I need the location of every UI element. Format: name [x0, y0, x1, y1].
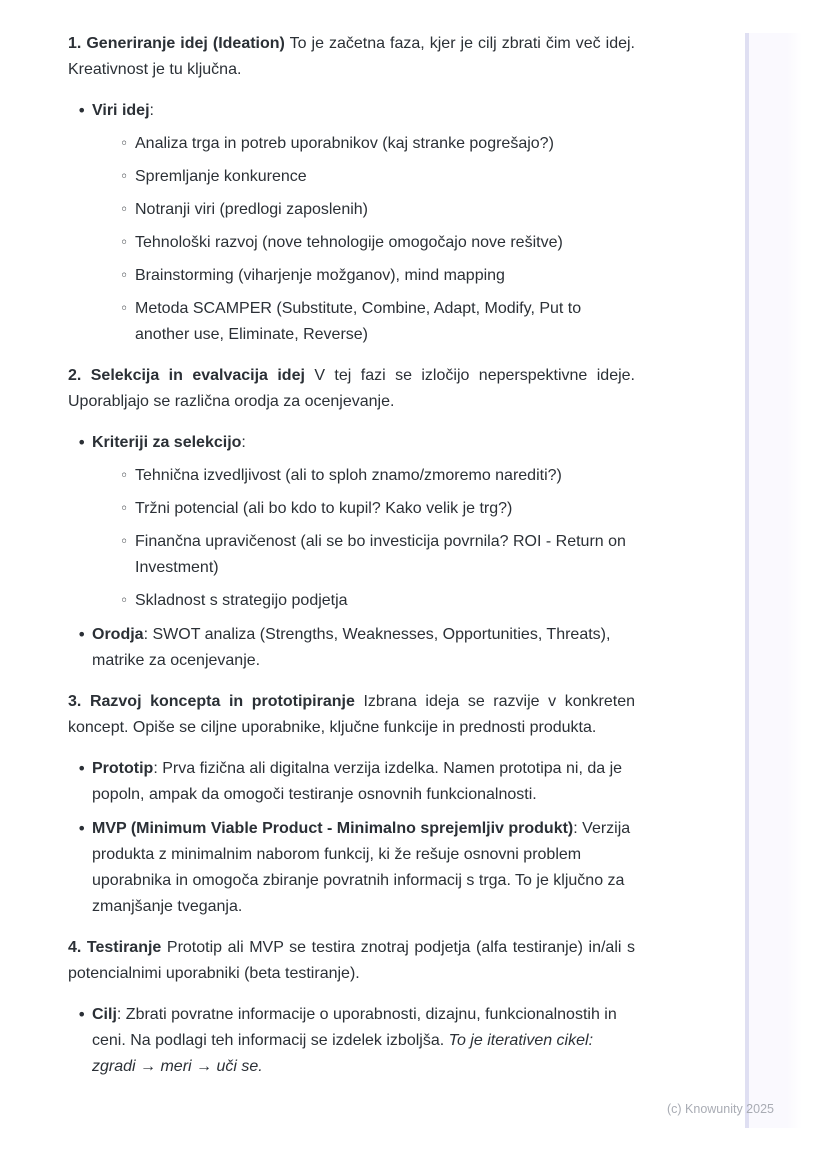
section-lead-text: Izbrana ideja se razvije v konkreten koncept. Opiše se ciljne uporabnike, ključne funkcije in prednosti produkta.: [68, 693, 635, 736]
section-lead-paragraph: [68, 689, 635, 741]
list-item-text: Prva fizična ali digitalna verzija izdelka. Namen prototipa ni, da je popoln, ampak da omogoči testiranje osnovnih funkcionalnosti.: [92, 760, 623, 803]
list-item: [68, 816, 635, 920]
list-item: ◦ Metoda SCAMPER (Substitute, Combine, Adapt, Modify, Put to another use, Eliminate, Reverse): [92, 296, 635, 348]
list-item: [68, 430, 635, 614]
list-item: ◦ Spremljanje konkurence: [92, 164, 635, 190]
section-heading: 3. Razvoj koncepta in prototipiranje: [68, 693, 355, 710]
list-item-label: Viri idej: [92, 102, 150, 119]
section-lead-paragraph: [68, 363, 635, 415]
page-edge-strip: [745, 33, 802, 1128]
list-item: ◦ Tržni potencial (ali bo kdo to kupil? Kako velik je trg?): [92, 496, 635, 522]
sub-bullet-list: [92, 131, 635, 348]
section-lead-paragraph: [68, 31, 635, 83]
list-item-label: Kriteriji za selekcijo: [92, 434, 242, 451]
bullet-list: [68, 1002, 635, 1080]
section-lead-paragraph: [68, 935, 635, 987]
bullet-list: [68, 98, 635, 348]
bullet-list: [68, 756, 635, 920]
list-item: ◦ Notranji viri (predlogi zaposlenih): [92, 197, 635, 223]
section-lead-text: To je začetna faza, kjer je cilj zbrati čim več idej. Kreativnost je tu ključna.: [68, 35, 635, 78]
list-item-label: Cilj: [92, 1006, 117, 1023]
list-item: ◦ Skladnost s strategijo podjetja: [92, 588, 635, 614]
list-item-separator: :: [153, 760, 158, 777]
document-body: [68, 31, 635, 1095]
list-item-text: SWOT analiza (Strengths, Weaknesses, Opportunities, Threats), matrike za ocenjevanje.: [92, 626, 611, 669]
bullet-list: [68, 430, 635, 674]
list-item: ◦ Analiza trga in potreb uporabnikov (kaj stranke pogrešajo?): [92, 131, 635, 157]
list-item: ◦ Tehnološki razvoj (nove tehnologije omogočajo nove rešitve): [92, 230, 635, 256]
list-item-text: Zbrati povratne informacije o uporabnosti, dizajnu, funkcionalnostih in ceni. Na podlagi teh informacij se izdelek izboljša.: [92, 1006, 617, 1049]
section-lead-text: V tej fazi se izločijo neperspektivne ideje. Uporabljajo se različna orodja za ocenjevanje.: [68, 367, 635, 410]
list-item-italic-note: To je iterativen cikel: zgradi → meri → uči se.: [92, 1032, 594, 1075]
copyright-notice: (c) Knowunity 2025: [666, 1102, 774, 1116]
list-item: [68, 1002, 635, 1080]
list-item-separator: :: [116, 1006, 122, 1023]
section-generiranje-idej: [68, 31, 635, 348]
list-item-separator: :: [143, 626, 149, 643]
section-razvoj-koncepta: [68, 689, 635, 920]
list-item: [68, 756, 635, 808]
list-item: ◦ Finančna upravičenost (ali se bo investicija povrnila? ROI - Return on Investment): [92, 529, 635, 581]
list-item-label: Prototip: [92, 760, 154, 777]
section-heading: 2. Selekcija in evalvacija idej: [68, 367, 305, 384]
section-heading: 4. Testiranje: [68, 939, 162, 956]
list-item: ◦ Tehnična izvedljivost (ali to sploh znamo/zmoremo narediti?): [92, 463, 635, 489]
section-selekcija-idej: [68, 363, 635, 674]
list-item-separator: :: [241, 434, 246, 451]
list-item: [68, 622, 635, 674]
sub-bullet-list: [92, 463, 635, 614]
section-heading: 1. Generiranje idej (Ideation): [68, 35, 285, 52]
list-item-separator: :: [149, 102, 154, 119]
list-item-label: Orodja: [92, 626, 144, 643]
list-item-label: MVP (Minimum Viable Product - Minimalno sprejemljiv produkt): [92, 820, 574, 837]
list-item-text: Verzija produkta z minimalnim naborom funkcij, ki že rešuje osnovni problem uporabnika in omogoča zbiranje povratnih informacij s trga. To je ključno za zmanjšanje tveganja.: [92, 820, 631, 915]
list-item: [68, 98, 635, 348]
section-lead-text: Prototip ali MVP se testira znotraj podjetja (alfa testiranje) in/ali s potencialnimi uporabniki (beta testiranje).: [68, 939, 635, 982]
list-item: ◦ Brainstorming (viharjenje možganov), mind mapping: [92, 263, 635, 289]
list-item-separator: :: [573, 820, 578, 837]
section-testiranje: [68, 935, 635, 1080]
